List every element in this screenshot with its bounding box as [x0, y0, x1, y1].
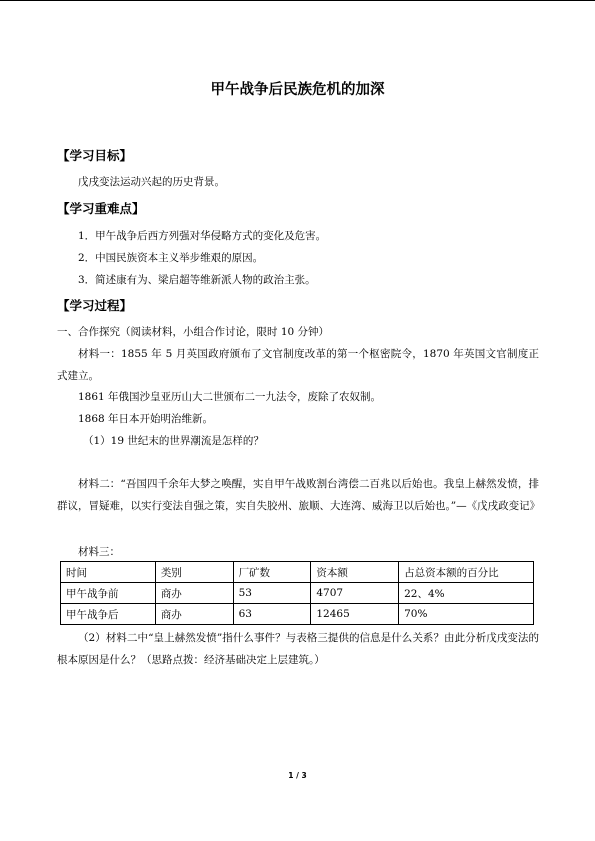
table-cell: 12465: [311, 604, 399, 625]
material-3-table: [60, 561, 534, 625]
objective-item: 戊戌变法运动兴起的历史背景。: [78, 176, 225, 188]
material-1-japan: 1868 年日本开始明治维新。: [78, 413, 214, 425]
page-number: 1 / 3: [288, 771, 307, 780]
table-header-cell: 资本额: [311, 562, 399, 583]
material-1-russia: 1861 年俄国沙皇亚历山大二世颁布二一九法令，废除了农奴制。: [78, 391, 382, 403]
objectives-heading: 【学习目标】: [57, 148, 133, 163]
header-rule: [0, 0, 595, 1]
table-cell: 商办: [155, 604, 233, 625]
key-point-item-2: 2．中国民族资本主义举步维艰的原因。: [78, 252, 264, 264]
table-header-cell: 时间: [61, 562, 156, 583]
document-title: 甲午战争后民族危机的加深: [210, 82, 385, 98]
material-2-text: 材料二：“吾国四千余年大梦之唤醒，实自甲午战败割台湾偿二百兆以后始也。我皇上赫然发愤，排群议，冒疑难，以实行变法自强之策，实自失胶州、旅顺、大连湾、威海卫以后始也。”—《戊戌政变记》: [57, 478, 541, 512]
question-1: （1）19 世纪末的世界潮流是怎样的？: [83, 435, 264, 447]
table-cell: 甲午战争后: [61, 604, 156, 625]
table-header-cell: 占总资本额的百分比: [399, 562, 534, 583]
table-header-cell: 类别: [155, 562, 233, 583]
key-point-item-3: 3．简述康有为、梁启超等维新派人物的政治主张。: [78, 274, 316, 286]
table-cell: 甲午战争前: [61, 583, 156, 604]
table-cell: 63: [233, 604, 311, 625]
table-header-cell: 厂矿数: [233, 562, 311, 583]
key-points-heading: 【学习重难点】: [57, 201, 145, 216]
table-cell: 商办: [155, 583, 233, 604]
table-cell: 70%: [399, 604, 534, 625]
table-cell: 53: [233, 583, 311, 604]
key-point-item-1: 1．甲午战争后西方列强对华侵略方式的变化及危害。: [78, 230, 327, 242]
table-cell: 4707: [311, 583, 399, 604]
table-cell: 22、4%: [399, 583, 534, 604]
table-row: [61, 604, 534, 625]
table-header-row: [61, 562, 534, 583]
process-heading: 【学习过程】: [57, 298, 133, 313]
table-row: [61, 583, 534, 604]
process-intro: 一、合作探究（阅读材料，小组合作讨论，限时 10 分钟）: [57, 326, 330, 338]
question-2: （2）材料二中“皇上赫然发愤”指什么事件？与表格三提供的信息是什么关系？由此分析戊戌变法的根本原因是什么？（思路点拨：经济基础决定上层建筑。）: [57, 632, 539, 666]
material-3-label: 材料三：: [78, 546, 120, 558]
material-1-text: 材料一：1855 年 5 月英国政府颁布了文官制度改革的第一个枢密院令，1870 年英国文官制度正式建立。: [57, 348, 539, 382]
